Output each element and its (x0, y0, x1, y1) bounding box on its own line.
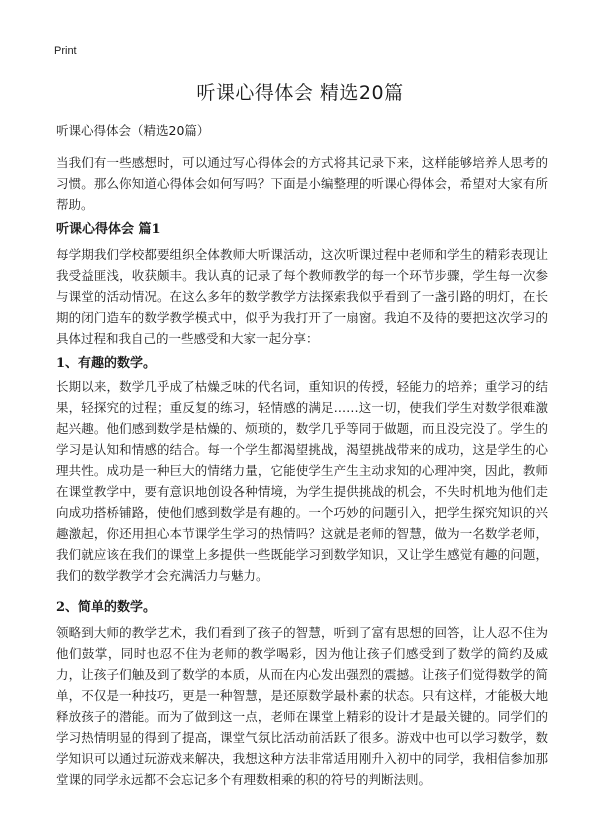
point1-paragraph: 长期以来，数学几乎成了枯燥乏味的代名词，重知识的传授，轻能力的培养；重学习的结果，轻探究的过程；重反复的练习，轻情感的满足……这一切，使我们学生对数学很难激起兴趣。他们感到数学是枯燥的、烦琐的，数学几乎等同于做题，而且没完没了。学生的学习是认知和情感的结合。每一个学生都渴望挑战，渴望挑战带来的成功，这是学生的心理共性。成功是一种巨大的情绪力量，它能使学生产生主动求知的心理冲突，因此，教师在课堂教学中，要有意识地创设各种情境，为学生提供挑战的机会，不失时机地为他们走向成功搭桥铺路，使他们感到数学是有趣的。一个巧妙的问题引入，把学生探究知识的兴趣激起，你还用担心本节课学生学习的热情吗？这就是老师的智慧，做为一名数学老师，我们就应该在我们的课堂上多提供一些既能学习到数学知识，又让学生感觉有趣的问题，我们的数学教学才会充满活力与魅力。 (56, 379, 548, 583)
point1-heading: 1、有趣的数学。 (56, 356, 157, 371)
section1-paragraph: 每学期我们学校都要组织全体教师大听课活动，这次听课过程中老师和学生的精彩表现让我受益匪浅，收获颇丰。我认真的记录了每个教师教学的每一个环节步骤，学生每一次参与课堂的活动情况。在这么多年的数学教学方法探索我似乎看到了一盏引路的明灯，在长期的闭门造车的数学教学模式中，似乎为我打开了一扇窗。我迫不及待的要把这次学习的具体过程和我自己的一些感受和大家一起分享： (56, 247, 548, 346)
point2-paragraph: 领略到大师的教学艺术，我们看到了孩子的智慧，听到了富有思想的回答，让人忍不住为他们鼓掌，同时也忍不住为老师的教学喝彩，因为他让孩子们感受到了数学的简约及威力，让孩子们触及到了数学的本质，从而在内心发出强烈的震撼。让孩子们觉得数学的简单，不仅是一种技巧，更是一种智慧，是还原数学最朴素的状态。只有这样，才能极大地释放孩子的潜能。而为了做到这一点，老师在课堂上精彩的设计才是最关键的。同学们的学习热情明显的得到了提高，课堂气氛比活动前活跃了很多。游戏中也可以学习数学，数学知识可以通过玩游戏来解决，我想这种方法非常适用刚升入初中的同学，我相信参加那堂课的同学永远都不会忘记多个有理数相乘的积的符号的判断法则。 (56, 625, 548, 787)
intro-paragraph: 当我们有一些感想时，可以通过写心得体会的方式将其记录下来，这样能够培养人思考的习惯。那么你知道心得体会如何写吗？下面是小编整理的听课心得体会，希望对大家有所帮助。 (56, 155, 548, 212)
intro-block (56, 152, 548, 215)
section1-block (56, 244, 548, 349)
point2-heading: 2、简单的数学。 (56, 600, 157, 615)
print-label[interactable]: Print (54, 45, 77, 57)
page-title: 听课心得体会 精选20篇 (196, 82, 404, 104)
point2-block (56, 622, 548, 790)
document-subtitle: 听课心得体会（精选20篇） (56, 123, 210, 138)
section1-heading: 听课心得体会 篇1 (56, 222, 161, 237)
point1-block (56, 376, 548, 586)
